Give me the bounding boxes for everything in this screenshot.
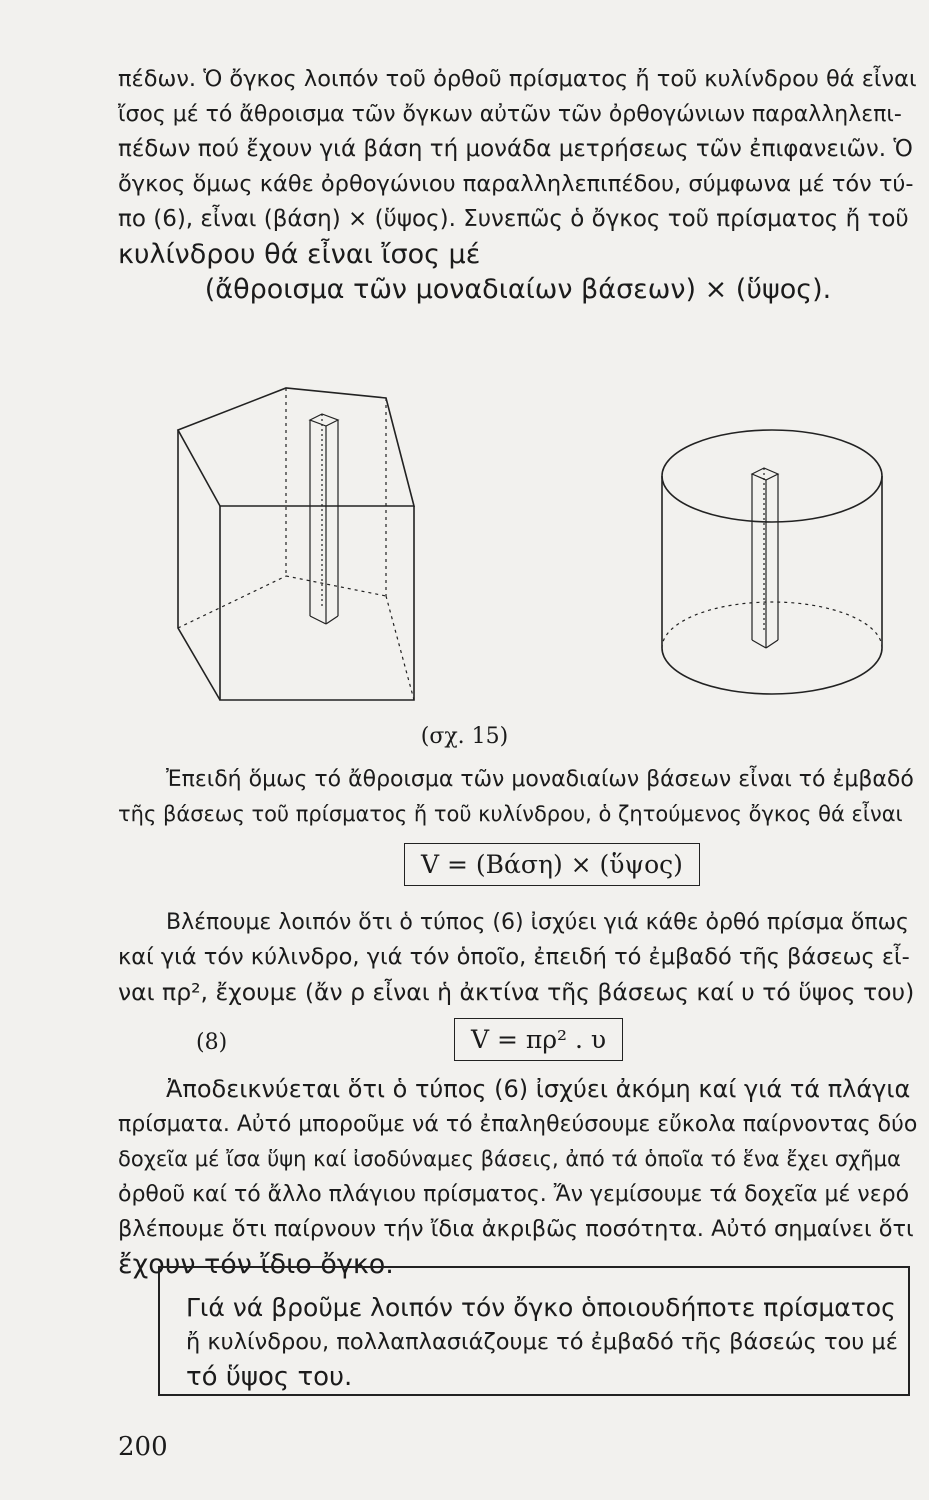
- paragraph-volume-sum: [118, 62, 918, 307]
- figure-prism-and-cylinder: [0, 370, 929, 715]
- cylinder-drawing: [662, 430, 882, 694]
- paragraph-base-area: [118, 762, 918, 832]
- rule-box: [158, 1266, 910, 1396]
- text-line: ναι πρ², ἔχουμε (ἄν ρ εἶναι ἡ ἀκτίνα τῆς βάσεως καί υ τό ὕψος του): [118, 978, 915, 1006]
- text-line: βλέπουμε ὅτι παίρνουν τήν ἴδια ἀκριβῶς ποσότητα. Αὐτό σημαίνει ὅτι: [118, 1216, 914, 1242]
- text-line: καί γιά τόν κύλινδρο, γιά τόν ὁποῖο, ἐπειδή τό ἐμβαδό τῆς βάσεως εἶ-: [118, 944, 910, 970]
- text-line: ἴσος μέ τό ἄθροισμα τῶν ὄγκων αὐτῶν τῶν ὀρθογώνιων παραλληλεπι-: [118, 102, 902, 127]
- rule-text: [160, 1268, 908, 1395]
- text-line: ἔχουν τόν ἴδιο ὄγκο.: [118, 1249, 394, 1280]
- page-number: 200: [118, 1432, 168, 1462]
- text-line: ἤ κυλίνδρου, πολλαπλασιάζουμε τό ἐμβαδό τῆς βάσεώς του μέ: [186, 1329, 898, 1355]
- text-line: ὀρθοῦ καί τό ἄλλο πλάγιου πρίσματος. Ἄν γεμίσουμε τά δοχεῖα μέ νερό: [118, 1182, 910, 1207]
- text-line: Γιά νά βροῦμε λοιπόν τόν ὄγκο ὁποιουδήποτε πρίσματος: [186, 1293, 896, 1322]
- text-line: τό ὕψος του.: [186, 1362, 353, 1392]
- text-line: πέδων πού ἔχουν γιά βάση τή μονάδα μετρήσεως τῶν ἐπιφανειῶν. Ὁ: [118, 136, 913, 162]
- formula-volume-base-height: V = (Βάση) × (ὕψος): [404, 843, 700, 886]
- text-line: κυλίνδρου θά εἶναι ἴσος μέ: [118, 239, 481, 270]
- prism-drawing: [178, 388, 414, 700]
- text-line: πρίσματα. Αὐτό μποροῦμε νά τό ἐπαληθεύσουμε εὔκολα παίρνοντας δύο: [118, 1112, 918, 1137]
- paragraph-cylinder: [118, 905, 918, 1010]
- text-line: Ἀποδεικνύεται ὅτι ὁ τύπος (6) ἰσχύει ἀκόμη καί γιά τά πλάγια: [166, 1075, 911, 1103]
- text-line: πέδων. Ὁ ὄγκος λοιπόν τοῦ ὀρθοῦ πρίσματος ἤ τοῦ κυλίνδρου θά εἶναι: [118, 66, 917, 92]
- figure-caption: (σχ. 15): [420, 724, 509, 749]
- text-line: Βλέπουμε λοιπόν ὅτι ὁ τύπος (6) ἰσχύει γιά κάθε ὀρθό πρίσμα ὅπως: [166, 910, 909, 935]
- equation-number: (8): [196, 1030, 228, 1055]
- text-line: Ἐπειδή ὅμως τό ἄθροισμα τῶν μοναδιαίων βάσεων εἶναι τό ἐμβαδό: [166, 767, 914, 792]
- text-line: τῆς βάσεως τοῦ πρίσματος ἤ τοῦ κυλίνδρου, ὁ ζητούμενος ὄγκος θά εἶναι: [118, 802, 903, 826]
- centered-expression: (ἄθροισμα τῶν μοναδιαίων βάσεων) × (ὕψος).: [204, 274, 832, 305]
- formula-cylinder-volume: V = πρ² . υ: [454, 1018, 623, 1061]
- text-line: πο (6), εἶναι (βάση) × (ὕψος). Συνεπῶς ὁ ὄγκος τοῦ πρίσματος ἤ τοῦ: [118, 206, 909, 232]
- text-line: δοχεῖα μέ ἴσα ὕψη καί ἰσοδύναμες βάσεις, ἀπό τά ὁποῖα τό ἕνα ἔχει σχῆμα: [118, 1147, 901, 1171]
- paragraph-oblique-prisms: [118, 1072, 918, 1282]
- text-line: ὄγκος ὅμως κάθε ὀρθογώνιου παραλληλεπιπέδου, σύμφωνα μέ τόν τύ-: [118, 171, 914, 197]
